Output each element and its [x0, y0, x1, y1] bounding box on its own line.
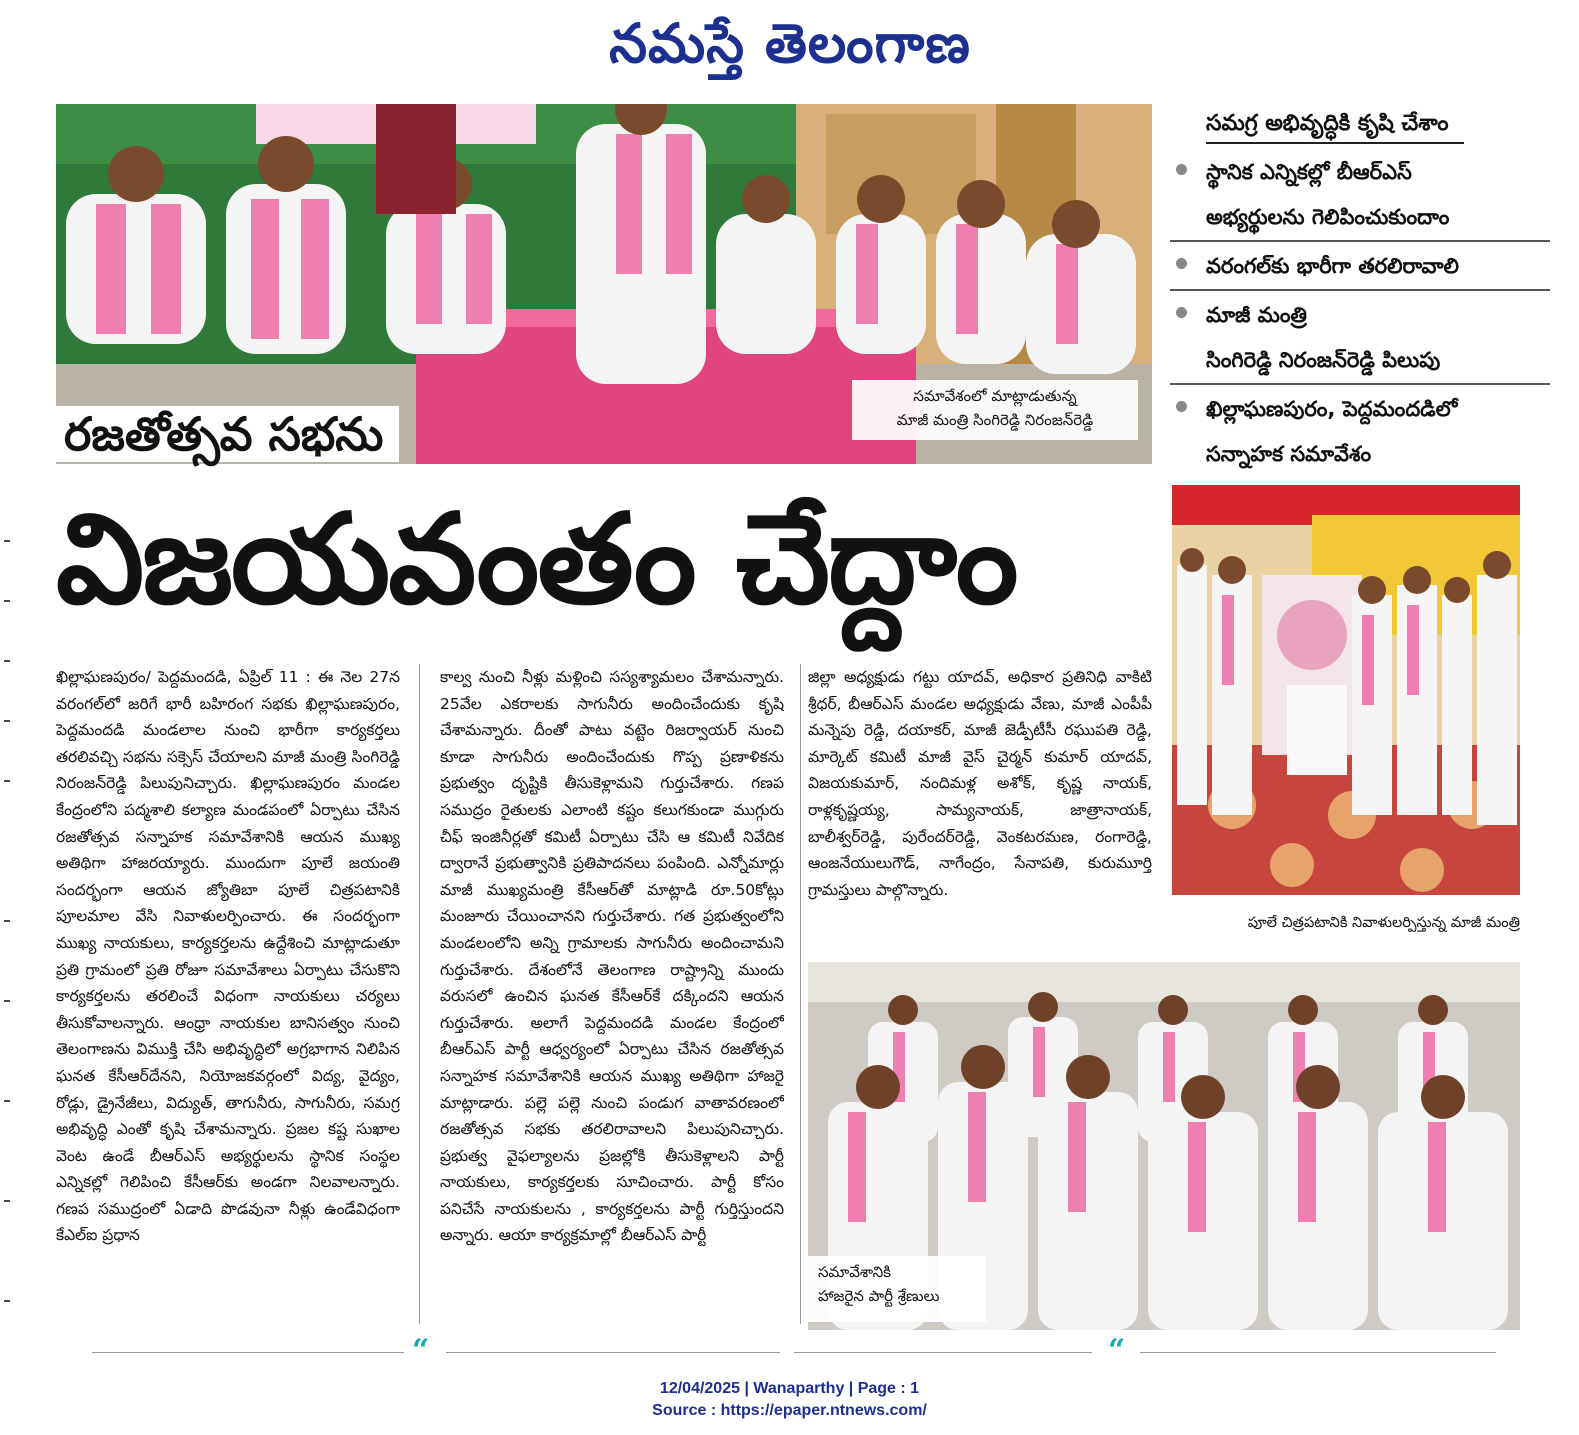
edge-mark	[4, 600, 10, 602]
bottom-rule	[446, 1352, 780, 1353]
right-photo-caption: పూలే చిత్రపటానికి నివాళులర్పిస్తున్న మాజీ మంత్రి	[1247, 915, 1520, 931]
column-divider	[800, 664, 801, 1324]
highlight-bullet	[1170, 293, 1550, 385]
edge-mark	[4, 1100, 10, 1102]
top-photo-caption-line2: మాజీ మంత్రి సింగిరెడ్డి నిరంజన్‌రెడ్డి	[896, 411, 1094, 429]
edge-mark	[4, 1300, 10, 1302]
highlight-bullets	[1170, 150, 1550, 479]
kicker-heading: రజతోత్సవ సభను	[56, 406, 399, 462]
article-text: ఖిల్లాఘణపురం/ పెద్దమందడి, ఏప్రిల్ 11 : ఈ నెల 27న వరంగల్‌లో జరిగే భారీ బహిరంగ సభకు ఖిల్లాఘణపురం, పెద్దమందడి మండలాల నుంచి భారీగా కార్యకర్తలు తరలివచ్చి సభను సక్సెస్ చేయాలని మాజీ మంత్రి సింగిరెడ్డి నిరంజన్‌రెడ్డి పిలుపునిచ్చారు. ఖిల్లాఘణపురం మండల కేంద్రంలోని పద్మశాలి కల్యాణ మండపంలో ఏర్పాటు చేసిన రజతోత్సవ సన్నాహక సమావేశానికి ఆయన ముఖ్య అతిథిగా హాజరయ్యారు. ముందుగా పూలే జయంతి సందర్భంగా ఆయన జ్యోతిబా పూలే చిత్రపటానికి పూలమాల వేసి నివాళులర్పించారు. ఈ సందర్భంగా ముఖ్య నాయకులు, కార్యకర్తలను ఉద్దేశించి మాట్లాడుతూ ప్రతి గ్రామంలో ప్రతి రోజూ సమావేశాలు ఏర్పాటు చేసుకొని కార్యకర్తలను తరలించే విధంగా నాయకులు చర్యలు తీసుకోవాలన్నారు. ఆంధ్రా నాయకుల బానిసత్వం నుంచి తెలంగాణను విముక్తి చేసి అభివృద్ధిలో అగ్రభాగాన నిలిపిన ఘనత కేసీఆర్‌దేనని, నియోజకవర్గంలో విద్య, వైద్యం, రోడ్లు, డ్రైనేజీలు, విద్యుత్, తాగునీరు, సాగునీరు, సమగ్ర అభివృద్ధి ఎంతో కృషి చేశామన్నారు. ప్రజల కష్ట సుఖాల వెంట ఉండే బీఆర్‌ఎస్ అభ్యర్థులను స్థానిక సంస్థల ఎన్నికల్లో గెలిపించి కేసీఆర్‌కు అండగా నిలవాలన్నారు. గణప సముద్రంలో ఏడాది పొడవునా నీళ్లు ఉండేవిధంగా కేఎల్‌ఐ ప్రధాన	[56, 668, 400, 1245]
column-divider	[419, 664, 420, 1324]
masthead-title: నమస్తే తెలంగాణ	[609, 11, 971, 75]
top-photo-caption	[852, 380, 1138, 440]
crowd-photo-caption-line2: హాజరైన పార్టీ శ్రేణులు	[818, 1287, 940, 1305]
edge-mark	[4, 660, 10, 662]
bullet-dot-icon	[1176, 401, 1187, 412]
bullet-line: సన్నాహక సమావేశం	[1206, 442, 1372, 466]
right-photo	[1172, 485, 1520, 895]
main-headline: విజయవంతం చేద్దాం	[56, 488, 1017, 632]
bottom-rule	[92, 1352, 404, 1353]
highlight-bullet	[1170, 150, 1550, 242]
article-column-3	[808, 664, 1152, 944]
bullet-line: మాజీ మంత్రి	[1206, 303, 1307, 327]
crowd-photo-caption-line1: సమావేశానికి	[818, 1263, 892, 1281]
highlight-bullet	[1170, 244, 1550, 291]
quote-icon: “	[1108, 1333, 1126, 1368]
side-title-rule	[1206, 142, 1464, 144]
edge-mark	[4, 540, 10, 542]
bullet-dot-icon	[1176, 307, 1187, 318]
footer-source-line: Source : https://epaper.ntnews.com/	[652, 1402, 927, 1419]
edge-mark	[4, 1200, 10, 1202]
article-column-1	[56, 664, 400, 1324]
bottom-rule	[794, 1352, 1092, 1353]
bottom-rule	[1140, 1352, 1496, 1353]
bullet-line: సింగిరెడ్డి నిరంజన్‌రెడ్డి పిలుపు	[1206, 348, 1441, 372]
crowd-photo-caption	[808, 1256, 986, 1322]
edge-mark	[4, 920, 10, 922]
bullet-line: స్థానిక ఎన్నికల్లో బీఆర్‌ఎస్	[1206, 160, 1412, 184]
footer-date-line: 12/04/2025 | Wanaparthy | Page : 1	[659, 1380, 920, 1397]
bullet-line: వరంగల్‌కు భారీగా తరలిరావాలి	[1206, 254, 1459, 278]
bullet-line: ఖిల్లాఘణపురం, పెద్దమందడిలో	[1206, 397, 1458, 421]
article-column-2	[440, 664, 784, 1324]
bullet-line: అభ్యర్థులను గెలిపించుకుందాం	[1206, 205, 1450, 229]
quote-icon: “	[412, 1333, 430, 1368]
top-photo-caption-line1: సమావేశంలో మాట్లాడుతున్న	[913, 387, 1077, 405]
article-text: కాల్వ నుంచి నీళ్లు మళ్లించి సస్యశ్యామలం చేశామన్నారు. 25వేల ఎకరాలకు సాగునీరు అందించేందుకు కృషి చేశామన్నారు. దీంతో పాటు వట్టెం రిజర్వాయర్ నుంచి కూడా సాగునీరు అందించేందుకు గొప్ప ప్రణాళికను ప్రభుత్వం దృష్టికి తీసుకెళ్లామని గుర్తుచేశారు. గణప సముద్రం రైతులకు ఎలాంటి కష్టం కలుగకుండా ముగ్గురు చీఫ్ ఇంజినీర్లతో కమిటీ ఏర్పాటు చేసి ఆ కమిటీ నివేదిక ద్వారానే ప్రభుత్వానికి ప్రతిపాదనలు పంపింది. ఎన్నోమార్లు మాజీ ముఖ్యమంత్రి కేసీఆర్‌తో మాట్లాడి రూ.50కోట్లు మంజూరు చేయించానని గుర్తుచేశారు. గత ప్రభుత్వంలోని మండలంలోని అన్ని గ్రామాలకు సాగునీరు అందించామని గుర్తుచేశారు. దేశంలోనే తెలంగాణ రాష్ట్రాన్ని ముందు వరుసలో ఉంచిన ఘనత కేసీఆర్‌కే దక్కిందని ఆయన గుర్తుచేశారు. అలాగే పెద్దమందడి మండల కేంద్రంలో బీఆర్‌ఎస్ పార్టీ ఆధ్వర్యంలో ఏర్పాటు చేసిన రజతోత్సవ సన్నాహక సమావేశానికి ఆయన ముఖ్య అతిథిగా హాజరై మాట్లాడారు. పల్లె పల్లె నుంచి పండుగ వాతావరణంలో రజతోత్సవ సభకు తరలిరావాలని పిలుపునిచ్చారు. ప్రభుత్వ వైఫల్యాలను ప్రజల్లోకి తీసుకెళ్లాలని పార్టీ నాయకులు, కార్యకర్తలకు సూచించారు. పార్టీ కోసం పనిచేసే నాయకులను , కార్యకర్తలను పార్టీ గుర్తిస్తుందని అన్నారు. ఆయా కార్యక్రమాల్లో బీఆర్‌ఎస్ పార్టీ	[440, 668, 784, 1245]
edge-mark	[4, 720, 10, 722]
bullet-dot-icon	[1176, 258, 1187, 269]
article-text: జిల్లా అధ్యక్షుడు గట్టు యాదవ్, అధికార ప్రతినిధి వాకిటి శ్రీధర్, బీఆర్‌ఎస్ మండల అధ్యక్షుడు వేణు, మాజీ ఎంపీపీ మన్నెపు రెడ్డి, దయాకర్, మాజీ జెడ్పీటీసీ రఘుపతి రెడ్డి, మార్కెట్ కమిటీ మాజీ వైస్ చైర్మన్ కుమార్ యాదవ్, విజయకుమార్, నందిమళ్ల అశోక్, కృష్ణ నాయక్, రాళ్లకృష్ణయ్య, సామ్యనాయక్, జాత్రానాయక్, బాలీశ్వర్‌రెడ్డి, పురేందర్‌రెడ్డి, వెంకటరమణ, రంగారెడ్డి, ఆంజనేయులుగౌడ్, నాగేంద్రం, సేనాపతి, కురుమూర్తి గ్రామస్తులు పాల్గొన్నారు.	[808, 668, 1152, 899]
side-title: సమగ్ర అభివృద్ధికి కృషి చేశాం	[1206, 111, 1449, 136]
bullet-dot-icon	[1176, 164, 1187, 175]
edge-mark	[4, 1000, 10, 1002]
highlight-bullet	[1170, 387, 1550, 477]
edge-mark	[4, 780, 10, 782]
